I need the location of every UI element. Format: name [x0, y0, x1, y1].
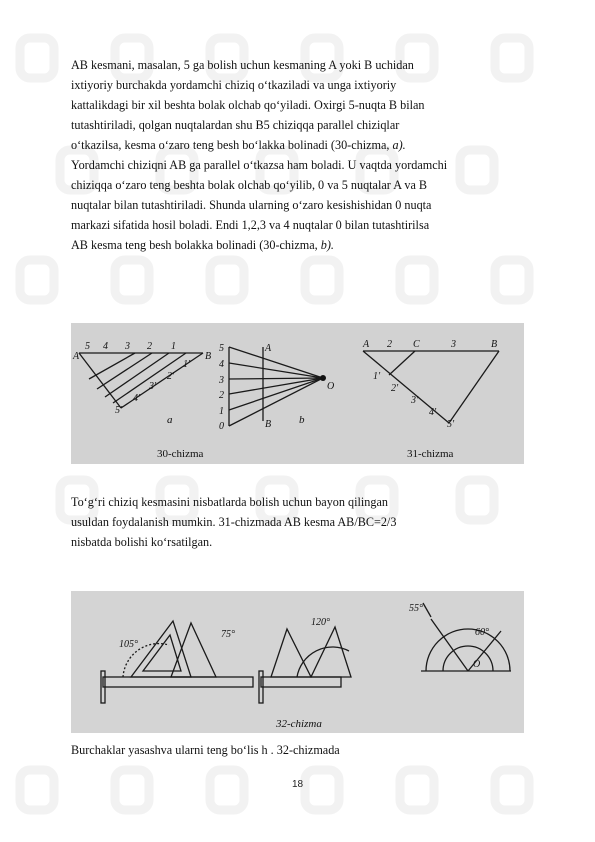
paragraph-2	[71, 492, 541, 552]
text-line: o‘tkazilsa, kesma o‘zaro teng besh bo‘lakka bolinadi (30-chizma,	[71, 138, 390, 152]
text-line-with-ref	[71, 235, 541, 255]
point-label-A: A	[73, 351, 80, 362]
point-label-5p: 5'	[115, 405, 123, 416]
point-label-3b: 3	[219, 375, 224, 386]
point-label-3p-31: 3'	[411, 395, 419, 406]
figure-label-a: a	[167, 414, 173, 426]
text-line: nuqtalar bilan tutashtiriladi. Shunda ularning o‘zaro kesishishidan 0 nuqta	[71, 198, 432, 212]
point-label-2: 2	[147, 341, 152, 352]
point-label-4: 4	[103, 341, 108, 352]
point-label-O: O	[327, 381, 335, 392]
figure-30-31	[71, 323, 524, 464]
point-label-1p: 1'	[183, 359, 191, 370]
point-label-3-31: 3	[451, 339, 456, 350]
figure-ref-a: a).	[392, 138, 406, 152]
figure-caption-30: 30-chizma	[157, 448, 204, 460]
point-label-A-31: A	[363, 339, 370, 350]
figure-label-b: b	[299, 414, 305, 426]
point-label-0b: 0	[219, 421, 224, 432]
figure-ref-b: b).	[320, 238, 334, 252]
figure-30-31-drawing	[71, 323, 524, 464]
figure-caption-32: 32-chizma	[276, 718, 322, 730]
point-label-2p-31: 2'	[391, 383, 399, 394]
point-label-4p: 4'	[133, 393, 141, 404]
point-label-1: 1	[171, 341, 176, 352]
point-label-4b: 4	[219, 359, 224, 370]
point-label-B: B	[205, 351, 212, 362]
text-line: usuldan foydalanish mumkin. 31-chizmada AB kesma AB/BC=2/3	[71, 515, 397, 529]
text-line: AB kesmani, masalan, 5 ga bolish uchun kesmaning A yoki B uchidan	[71, 58, 414, 72]
point-label-A-b: A	[265, 343, 272, 354]
point-label-5p-31: 5'	[447, 419, 455, 430]
point-label-3: 3	[125, 341, 130, 352]
text-line: AB kesma teng besh bolakka bolinadi (30-chizma,	[71, 238, 318, 252]
point-label-1b: 1	[219, 406, 224, 417]
paragraph-1	[71, 55, 541, 255]
center-label-O: O	[473, 659, 481, 670]
point-label-5b: 5	[219, 343, 224, 354]
angle-label-120: 120°	[311, 617, 330, 628]
point-label-3p: 3'	[149, 381, 157, 392]
angle-label-55: 55°	[409, 603, 423, 614]
text-line: chiziqqa o‘zaro teng beshta bolak olchab qo‘yilib, 0 va 5 nuqtalar A va B	[71, 178, 428, 192]
point-label-1p-31: 1'	[373, 371, 381, 382]
point-label-B-31: B	[491, 339, 498, 350]
point-label-2p: 2'	[167, 371, 175, 382]
text-line: Yordamchi chiziqni AB ga parallel o‘tkazsa ham boladi. U vaqtda yordamchi	[71, 158, 448, 172]
figure-caption-31: 31-chizma	[407, 448, 454, 460]
text-line: Burchaklar yasashva ularni teng bo‘lis h . 32-chizmada	[71, 743, 340, 757]
point-label-2b: 2	[219, 390, 224, 401]
figure-32	[71, 591, 524, 733]
paragraph-3	[71, 740, 541, 760]
text-line-with-ref	[71, 135, 541, 155]
point-label-4p-31: 4'	[429, 407, 437, 418]
page-number: 18	[291, 779, 304, 790]
figure-32-drawing	[71, 591, 524, 733]
text-line: kattalikdagi bir xil beshta bolak olchab qo‘yiladi. Oxirgi 5-nuqta B bilan	[71, 98, 425, 112]
text-line: nisbatda bolishi ko‘rsatilgan.	[71, 535, 213, 549]
point-label-C: C	[413, 339, 420, 350]
text-line: markazi sifatida hosil boladi. Endi 1,2,3 va 4 nuqtalar 0 bilan tutashtirilsa	[71, 218, 430, 232]
text-line: tutashtiriladi, qolgan nuqtalardan shu B5 chiziqqa parallel chiziqlar	[71, 118, 400, 132]
point-label-2-31: 2	[387, 339, 392, 350]
point-label-5: 5	[85, 341, 90, 352]
text-line: To‘g‘ri chiziq kesmasini nisbatlarda bolish uchun bayon qilingan	[71, 495, 388, 509]
text-line: ixtiyoriy burchakda yordamchi chiziq o‘tkaziladi va unga ixtiyoriy	[71, 78, 397, 92]
angle-label-105: 105°	[119, 639, 138, 650]
angle-label-60: 60°	[475, 627, 489, 638]
point-label-B-b: B	[265, 419, 272, 430]
angle-label-75: 75°	[221, 629, 235, 640]
